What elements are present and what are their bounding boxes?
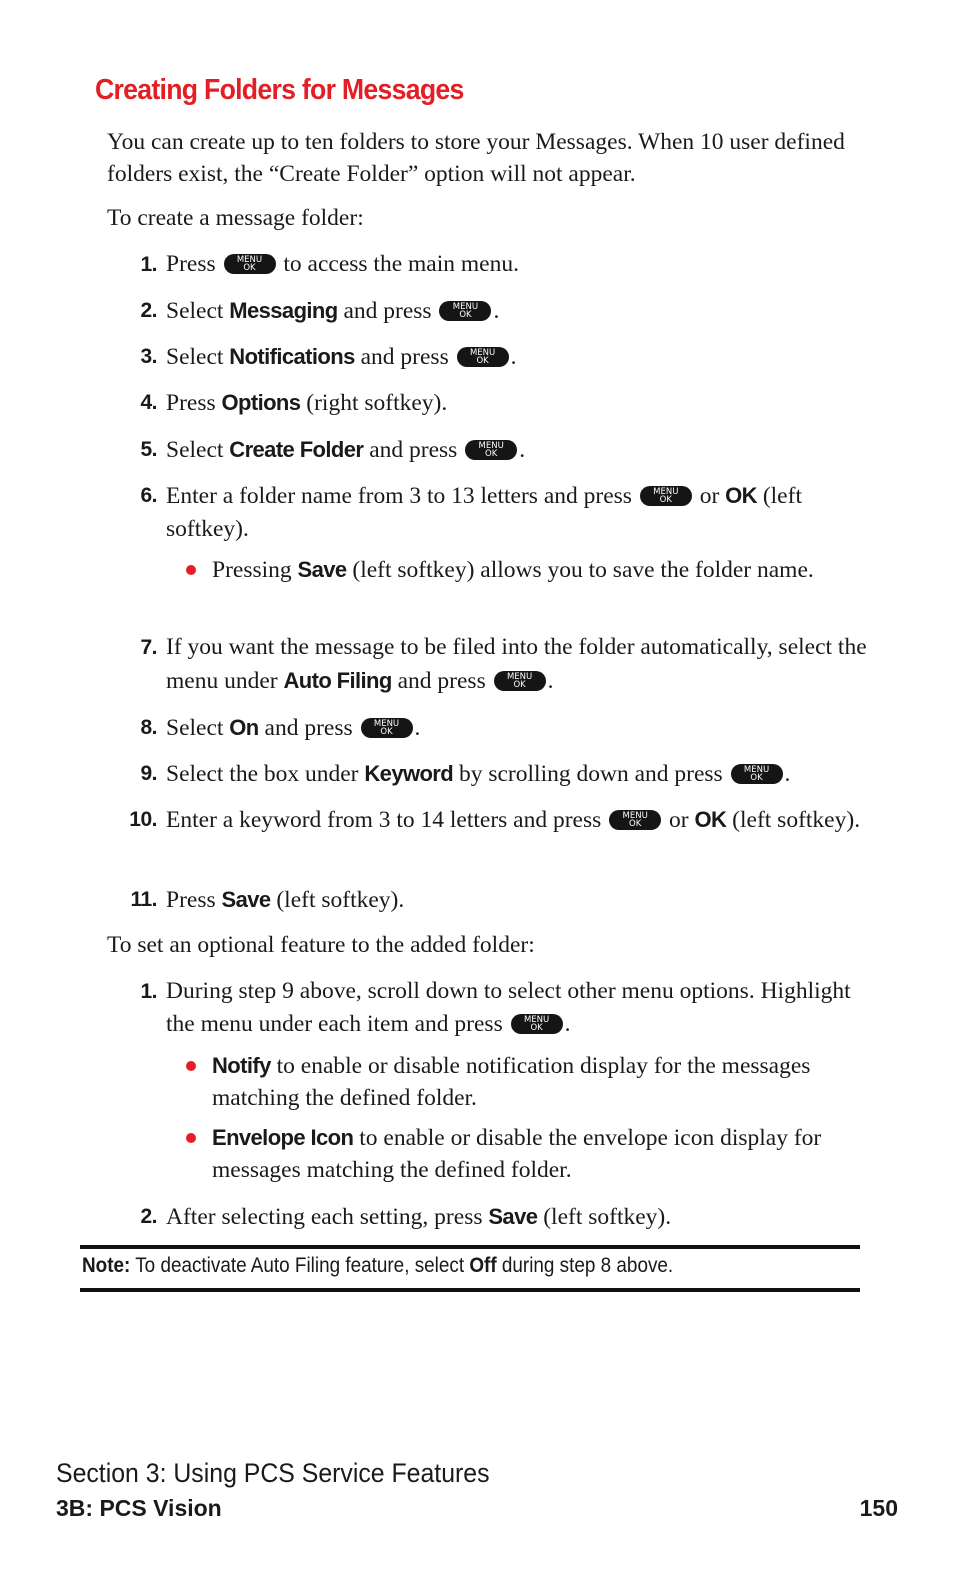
step-number: 11.	[130, 888, 157, 911]
step-text: During step 9 above, scroll down to select other menu options. Highlight the menu under each item and press	[166, 978, 851, 1037]
menu-item-auto-filing: Auto Filing	[283, 668, 392, 693]
step-text: (left softkey).	[276, 887, 405, 913]
footer-section-title: Section 3: Using PCS Service Features	[56, 1458, 490, 1488]
bullet-dot-icon	[186, 1133, 196, 1143]
step-text: (left softkey).	[166, 483, 802, 542]
softkey-save: Save	[221, 887, 271, 912]
step-number: 4.	[140, 391, 157, 414]
step-text: Select	[166, 344, 224, 370]
step-3: 3. Select Notifications and press MENU OK .	[107, 340, 867, 374]
note: Note: To deactivate Auto Filing feature, select Off during step 8 above.	[82, 1254, 674, 1277]
step-text: by scrolling down and press	[458, 761, 723, 787]
page-title: Creating Folders for Messages	[95, 74, 464, 106]
option-envelope-icon: Envelope Icon	[212, 1125, 354, 1150]
softkey-ok: OK	[694, 807, 727, 832]
step-text: and press	[343, 298, 432, 324]
note-label: Note:	[82, 1254, 131, 1277]
step-7: 7. If you want the message to be filed into the folder automatically, select the menu under Auto Filing and press MENU OK .	[107, 631, 867, 698]
menu-item-create-folder: Create Folder	[229, 437, 364, 462]
menu-ok-key-icon: MENU OK	[361, 718, 413, 738]
step-text: Press	[166, 251, 216, 277]
step-5: 5. Select Create Folder and press MENU OK .	[107, 433, 867, 467]
optional-bullet-notify: Notify to enable or disable notification display for the messages matching the defined folder.	[186, 1050, 866, 1114]
step-text: (left softkey).	[543, 1204, 672, 1230]
step-number: 7.	[140, 636, 157, 659]
step-1	[107, 248, 867, 281]
step-text: Press	[166, 887, 216, 913]
option-notify: Notify	[212, 1053, 271, 1078]
page-number: 150	[859, 1495, 898, 1521]
note-top-rule	[80, 1245, 860, 1249]
step-number: 5.	[140, 438, 157, 461]
optional-step-2	[107, 1200, 867, 1234]
step-11	[107, 883, 867, 917]
step-8: 8. Select On and press MENU OK .	[107, 711, 867, 745]
step-number: 3.	[140, 345, 157, 368]
optional-bullet-envelope-icon: Envelope Icon to enable or disable the envelope icon display for messages matching the defined folder.	[186, 1122, 866, 1186]
step-text: (left softkey).	[732, 807, 861, 833]
step-text: and press	[369, 437, 458, 463]
step-text: Select	[166, 715, 224, 741]
softkey-ok: OK	[725, 483, 757, 508]
menu-ok-key-icon: MENU OK	[494, 671, 546, 691]
menu-ok-key-icon: MENU OK	[457, 347, 509, 367]
setting-off: Off	[469, 1254, 497, 1277]
step-number: 1.	[140, 253, 157, 276]
step-text: If you want the message to be filed into the folder automatically, select the menu under	[166, 634, 867, 694]
menu-ok-key-icon: MENU OK	[640, 486, 692, 506]
optional-step-1: 1. During step 9 above, scroll down to select other menu options. Highlight the menu under each item and press MENU OK .	[107, 975, 867, 1041]
step-number: 6.	[140, 484, 157, 507]
create-lead: To create a message folder:	[107, 205, 364, 231]
footer-subsection: 3B: PCS Vision	[56, 1495, 222, 1521]
softkey-save: Save	[488, 1204, 538, 1229]
softkey-options: Options	[221, 390, 301, 415]
step-number: 1.	[140, 980, 157, 1003]
step-text: and press	[264, 715, 353, 741]
step-text: Select	[166, 437, 224, 463]
step-4	[107, 386, 867, 420]
step-text: and press	[360, 344, 449, 370]
intro-paragraph: You can create up to ten folders to store your Messages. When 10 user defined folders exist, the “Create Folder” option will not appear.	[107, 129, 845, 187]
step-number: 2.	[140, 299, 157, 322]
menu-ok-key-icon: MENU OK	[731, 764, 783, 784]
note-bottom-rule	[80, 1288, 860, 1292]
step-text: Select the box under	[166, 761, 359, 787]
menu-item-messaging: Messaging	[229, 298, 338, 323]
step-6-bullet: Pressing Save (left softkey) allows you to save the folder name.	[186, 554, 866, 586]
menu-ok-key-icon: MENU OK	[439, 301, 491, 321]
step-text: (right softkey).	[306, 390, 448, 416]
step-text: and press	[397, 668, 486, 694]
menu-ok-key-icon: MENU OK	[511, 1014, 563, 1034]
step-text: Enter a keyword from 3 to 14 letters and press	[166, 807, 602, 833]
step-text: Enter a folder name from 3 to 13 letters and press	[166, 483, 632, 509]
bullet-dot-icon	[186, 565, 196, 575]
step-10: 10. Enter a keyword from 3 to 14 letters and press MENU OK or OK (left softkey).	[107, 803, 867, 837]
menu-ok-key-icon: MENU OK	[609, 810, 661, 830]
menu-item-notifications: Notifications	[229, 344, 355, 369]
step-number: 2.	[140, 1205, 157, 1228]
menu-ok-key-icon: MENU OK	[465, 440, 517, 460]
softkey-save: Save	[297, 557, 347, 582]
optional-lead: To set an optional feature to the added folder:	[107, 932, 535, 958]
step-number: 9.	[140, 762, 157, 785]
step-9: 9. Select the box under Keyword by scrolling down and press MENU OK .	[107, 757, 867, 791]
step-text: After selecting each setting, press	[166, 1204, 483, 1230]
field-keyword: Keyword	[364, 761, 454, 786]
menu-item-on: On	[229, 715, 259, 740]
bullet-dot-icon	[186, 1061, 196, 1071]
menu-ok-key-icon: MENU OK	[224, 254, 276, 274]
step-6: 6. Enter a folder name from 3 to 13 letters and press MENU OK or OK (left softkey).	[107, 479, 867, 546]
step-2: 2. Select Messaging and press MENU OK .	[107, 294, 867, 328]
step-text: Select	[166, 298, 224, 324]
step-number: 10.	[129, 808, 157, 831]
step-text: to access the main menu.	[283, 251, 519, 277]
step-number: 8.	[140, 716, 157, 739]
step-text: Press	[166, 390, 216, 416]
